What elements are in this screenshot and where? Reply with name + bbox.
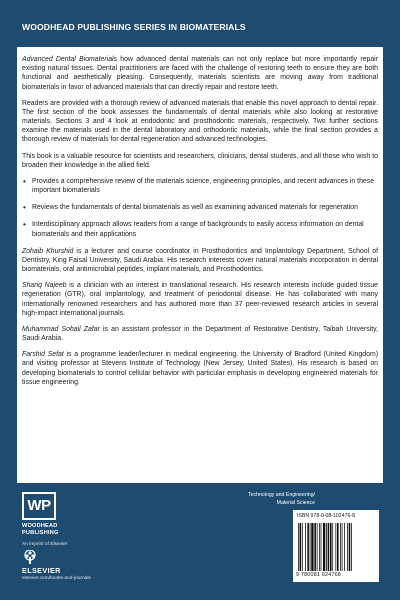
elsevier-tree-icon — [22, 550, 38, 564]
barcode-digits: 9 780081 024768 — [296, 572, 341, 578]
imprint-line: An imprint of Elsevier — [22, 542, 68, 547]
subject-category: Technology and Engineering/ Material Science — [248, 492, 315, 506]
intro-paragraph — [22, 55, 378, 92]
publisher-logo — [22, 492, 106, 588]
description-content — [22, 55, 378, 394]
barcode-icon — [298, 523, 374, 571]
author-name: Zohaib Khurshid — [22, 247, 74, 255]
features-list — [22, 177, 378, 239]
audience-paragraph: This book is a valuable resource for scientists and researchers, clinicians, dental students, and all those who wish to broaden their knowledge in the allied field. — [22, 152, 378, 169]
elsevier-url: elsevier.com/books-and-journals — [22, 576, 91, 581]
author-bio-text: is a programme leader/lecturer in medical engineering, the University of Bradford (United Kingdom) and visiting professor at Stevens Institute of Technology (New Jersey, United States). His research is based on developing biomaterials to control cellular behavior with particular emphasis in developing engineered materials for tissue engineering. — [22, 351, 378, 386]
book-title: Advanced Dental Biomaterials — [22, 56, 118, 63]
author-bio-text: is an assistant professor in the Department of Restorative Dentistry, Taibah University, Saudi Arabia. — [22, 325, 378, 343]
feature-item: • Interdisciplinary approach allows readers from a range of backgrounds to easily access information on dental biomaterials and their applications — [32, 220, 378, 238]
publisher-name: WOODHEAD PUBLISHING — [22, 523, 59, 536]
author-bio-text: is a clinician with an interest in translational research. His research interests include guided tissue regeneration (GTR), oral implantology, and treatment of periodontal disease. He has collaborated with many internationally renowned researchers and has authored more than 37 peer-reviewed research articles in several high-impact international journals. — [22, 282, 379, 317]
woodhead-logo-mark: WP — [22, 492, 56, 520]
isbn-label: ISBN 978-0-08-102476-8 — [297, 513, 355, 519]
feature-item: • Provides a comprehensive review of the materials science, engineering principles, and recent advances in these important biomaterials — [32, 177, 378, 195]
author-name: Farshid Sefat — [22, 351, 64, 359]
author-bio — [22, 281, 378, 318]
author-bio — [22, 247, 378, 275]
author-name: Muhammad Sohail Zafar — [22, 325, 100, 333]
barcode-card — [293, 510, 379, 582]
overview-paragraph: Readers are provided with a thorough review of advanced materials that enable this novel approach to dental repair. The first section of the book assesses the fundamentals of dental materials while also looking at restorative materials. Sections 3 and 4 look at endodontic and prosthodontic materials, respectively. Two further sections examine the materials used in the dental laboratory and orthodontic materials, while the final section provides a thorough review of materials for dental regeneration and advanced technologies. — [22, 99, 378, 144]
author-bio-text: is a lecturer and course coordinator in Prosthodontics and Implantology Department, School of Dentistry, King Faisal University, Saudi Arabia. His research interests cover natural materials incorporation in dental biomaterials, oral antimicrobial peptides, implant materials, and Prosthodontics. — [22, 247, 378, 274]
series-title: WOODHEAD PUBLISHING SERIES IN BIOMATERIALS — [22, 22, 246, 32]
author-name: Shariq Najeeb — [22, 282, 67, 290]
intro-text: how advanced dental materials can not only replace but more importantly repair existing natural tissues. Dental practitioners are faced with the challenge of restoring teeth to ensure they are both functional and aesthetically pleasing. Consequently, materials scientists are moving away from traditional biomaterials in favor of advanced materials that can directly repair and restore teeth. — [22, 56, 378, 91]
author-bio — [22, 325, 378, 343]
cover-footer — [17, 484, 383, 594]
feature-item: • Reviews the fundamentals of dental biomaterials as well as examining advanced materials for regeneration — [32, 203, 378, 212]
elsevier-wordmark: ELSEVIER — [22, 566, 61, 575]
author-bio — [22, 350, 378, 387]
